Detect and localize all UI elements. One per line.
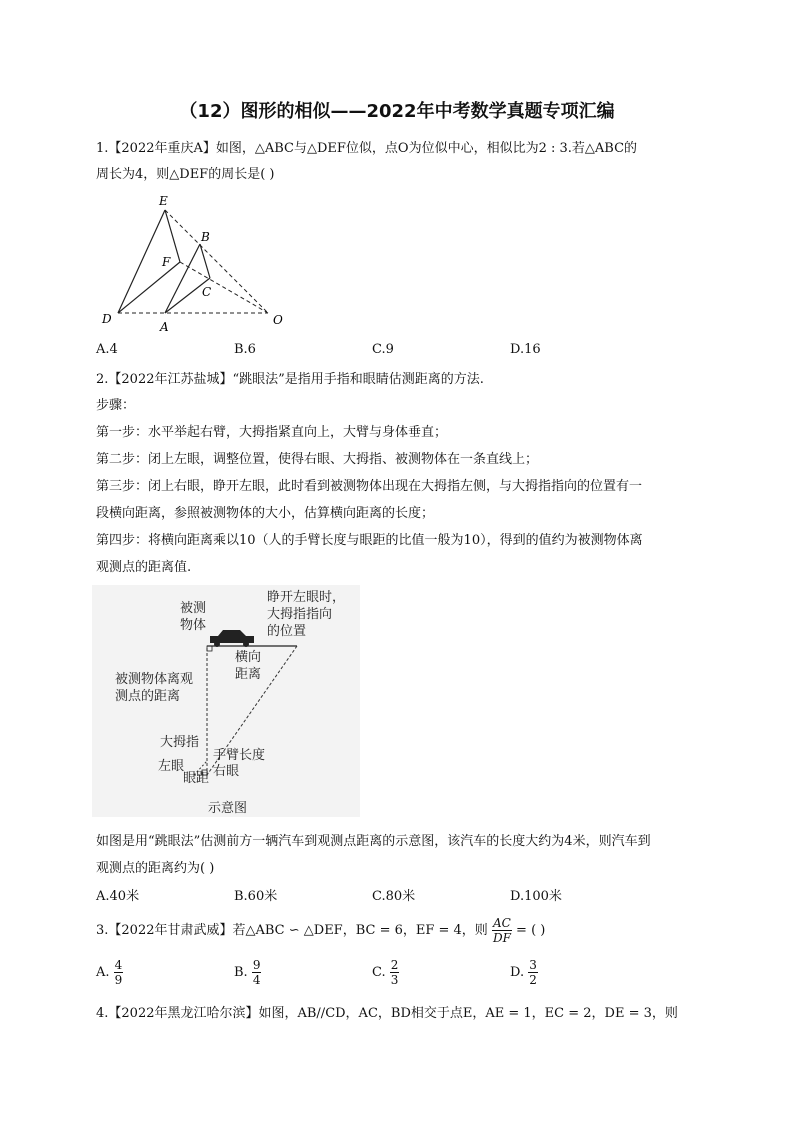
q3-option-a-num: 4	[114, 958, 123, 972]
q3-option-d-letter: D.	[510, 965, 525, 980]
q2-option-d: D.100米	[510, 889, 562, 904]
q3-option-b-num: 9	[252, 958, 261, 972]
label-object-2: 物体	[180, 618, 207, 633]
q3-text-suffix: = ( )	[516, 923, 546, 938]
label-O: O	[273, 313, 283, 327]
q1-option-b: B.6	[234, 342, 256, 357]
label-arm-length: 手臂长度	[213, 748, 266, 763]
label-distance-1: 被测物体离观	[115, 672, 194, 687]
label-open-eye-1: 睁开左眼时，	[267, 590, 346, 605]
q3-option-b-den: 4	[252, 973, 261, 987]
label-eye-distance: 眼距	[183, 771, 210, 786]
q2-question-line1: 如图是用“跳眼法”估测前方一辆汽车到观测点距离的示意图，该汽车的长度大约为4米，则汽车到	[96, 834, 651, 849]
label-right-eye: 右眼	[213, 764, 240, 779]
label-F: F	[162, 255, 171, 269]
q1-option-d: D.16	[510, 342, 541, 357]
q3-option-c	[372, 958, 399, 987]
q2-step3-line1: 第三步：闭上右眼，睁开左眼，此时看到被测物体出现在大拇指左侧，与大拇指指向的位置有一	[96, 479, 643, 494]
label-open-eye-2: 大拇指指向	[267, 607, 333, 622]
car-icon	[210, 630, 254, 647]
q4-text-line1: 4.【2022年黑龙江哈尔滨】如图，AB//CD，AC，BD相交于点E，AE = 1，EC = 2，DE = 3，则	[96, 1006, 678, 1021]
q2-option-c: C.80米	[372, 889, 416, 904]
q2-step2: 第二步：闭上左眼，调整位置，使得右眼、大拇指、被测物体在一条直线上；	[96, 452, 539, 467]
q2-text-line1: 2.【2022年江苏盐城】“跳眼法”是指用手指和眼睛估测距离的方法.	[96, 372, 484, 387]
label-lateral-1: 横向	[235, 650, 262, 665]
label-object-1: 被测	[180, 601, 207, 616]
label-D: D	[102, 312, 112, 326]
q3-option-c-num: 2	[390, 958, 399, 972]
q3-option-a	[96, 958, 123, 987]
q3-option-d-num: 3	[529, 958, 537, 972]
q3-option-c-den: 3	[390, 973, 399, 987]
q3-fraction-denominator: DF	[492, 931, 511, 945]
q3-option-c-letter: C.	[372, 965, 386, 980]
q2-step1: 第一步：水平举起右臂，大拇指紧直向上，大臂与身体垂直；	[96, 425, 448, 440]
q3-option-b-fraction	[252, 958, 262, 987]
q1-option-a: A.4	[96, 342, 118, 357]
label-left-eye: 左眼	[158, 759, 185, 774]
q2-step4-line2: 观测点的距离值.	[96, 560, 192, 575]
q3-fraction	[492, 916, 512, 945]
label-caption: 示意图	[208, 801, 248, 816]
label-open-eye-3: 的位置	[267, 624, 307, 639]
page-title: （12）图形的相似——2022年中考数学真题专项汇编	[179, 101, 615, 122]
label-A: A	[160, 320, 169, 334]
label-lateral-2: 距离	[235, 667, 262, 682]
q3-option-a-den: 9	[114, 973, 123, 987]
edge-DF	[118, 262, 180, 313]
q3-text	[96, 916, 545, 945]
q1-text-line1: 1.【2022年重庆A】如图，△ABC与△DEF位似，点O为位似中心，相似比为2 : 3.若△ABC的	[96, 141, 638, 156]
q2-question-line2: 观测点的距离约为( )	[96, 861, 215, 876]
q1-text-line2: 周长为4，则△DEF的周长是( )	[96, 167, 275, 182]
label-B: B	[201, 230, 210, 244]
label-thumb: 大拇指	[160, 735, 200, 750]
label-E: E	[159, 194, 168, 208]
q2-option-b: B.60米	[234, 889, 278, 904]
label-C: C	[202, 285, 212, 299]
label-distance-2: 测点的距离	[115, 689, 181, 704]
q1-similar-triangles-figure	[96, 190, 296, 340]
q2-step4-line1: 第四步：将横向距离乘以10（人的手臂长度与眼距的比值一般为10），得到的值约为被测物体离	[96, 533, 643, 548]
q3-option-b-letter: B.	[234, 965, 248, 980]
edge-DE	[118, 210, 165, 313]
q2-steps-label: 步骤：	[96, 398, 136, 413]
q3-option-b	[234, 958, 261, 987]
q3-option-a-letter: A.	[96, 965, 110, 980]
q2-eye-jump-diagram	[92, 585, 360, 817]
q3-option-d-den: 2	[529, 973, 537, 987]
q1-option-c: C.9	[372, 342, 394, 357]
edge-FO	[180, 262, 268, 313]
edge-BC	[200, 244, 210, 278]
q3-fraction-numerator: AC	[493, 916, 511, 930]
q3-option-c-fraction	[390, 958, 400, 987]
q2-option-a: A.40米	[96, 889, 140, 904]
q3-text-prefix: 3.【2022年甘肃武威】若△ABC ∽ △DEF，BC = 6，EF = 4，则	[96, 923, 488, 938]
q3-option-d-fraction	[528, 958, 538, 987]
q3-option-a-fraction	[114, 958, 124, 987]
q3-option-d	[510, 958, 538, 987]
q2-step3-line2: 段横向距离，参照被测物体的大小，估算横向距离的长度；	[96, 506, 435, 521]
